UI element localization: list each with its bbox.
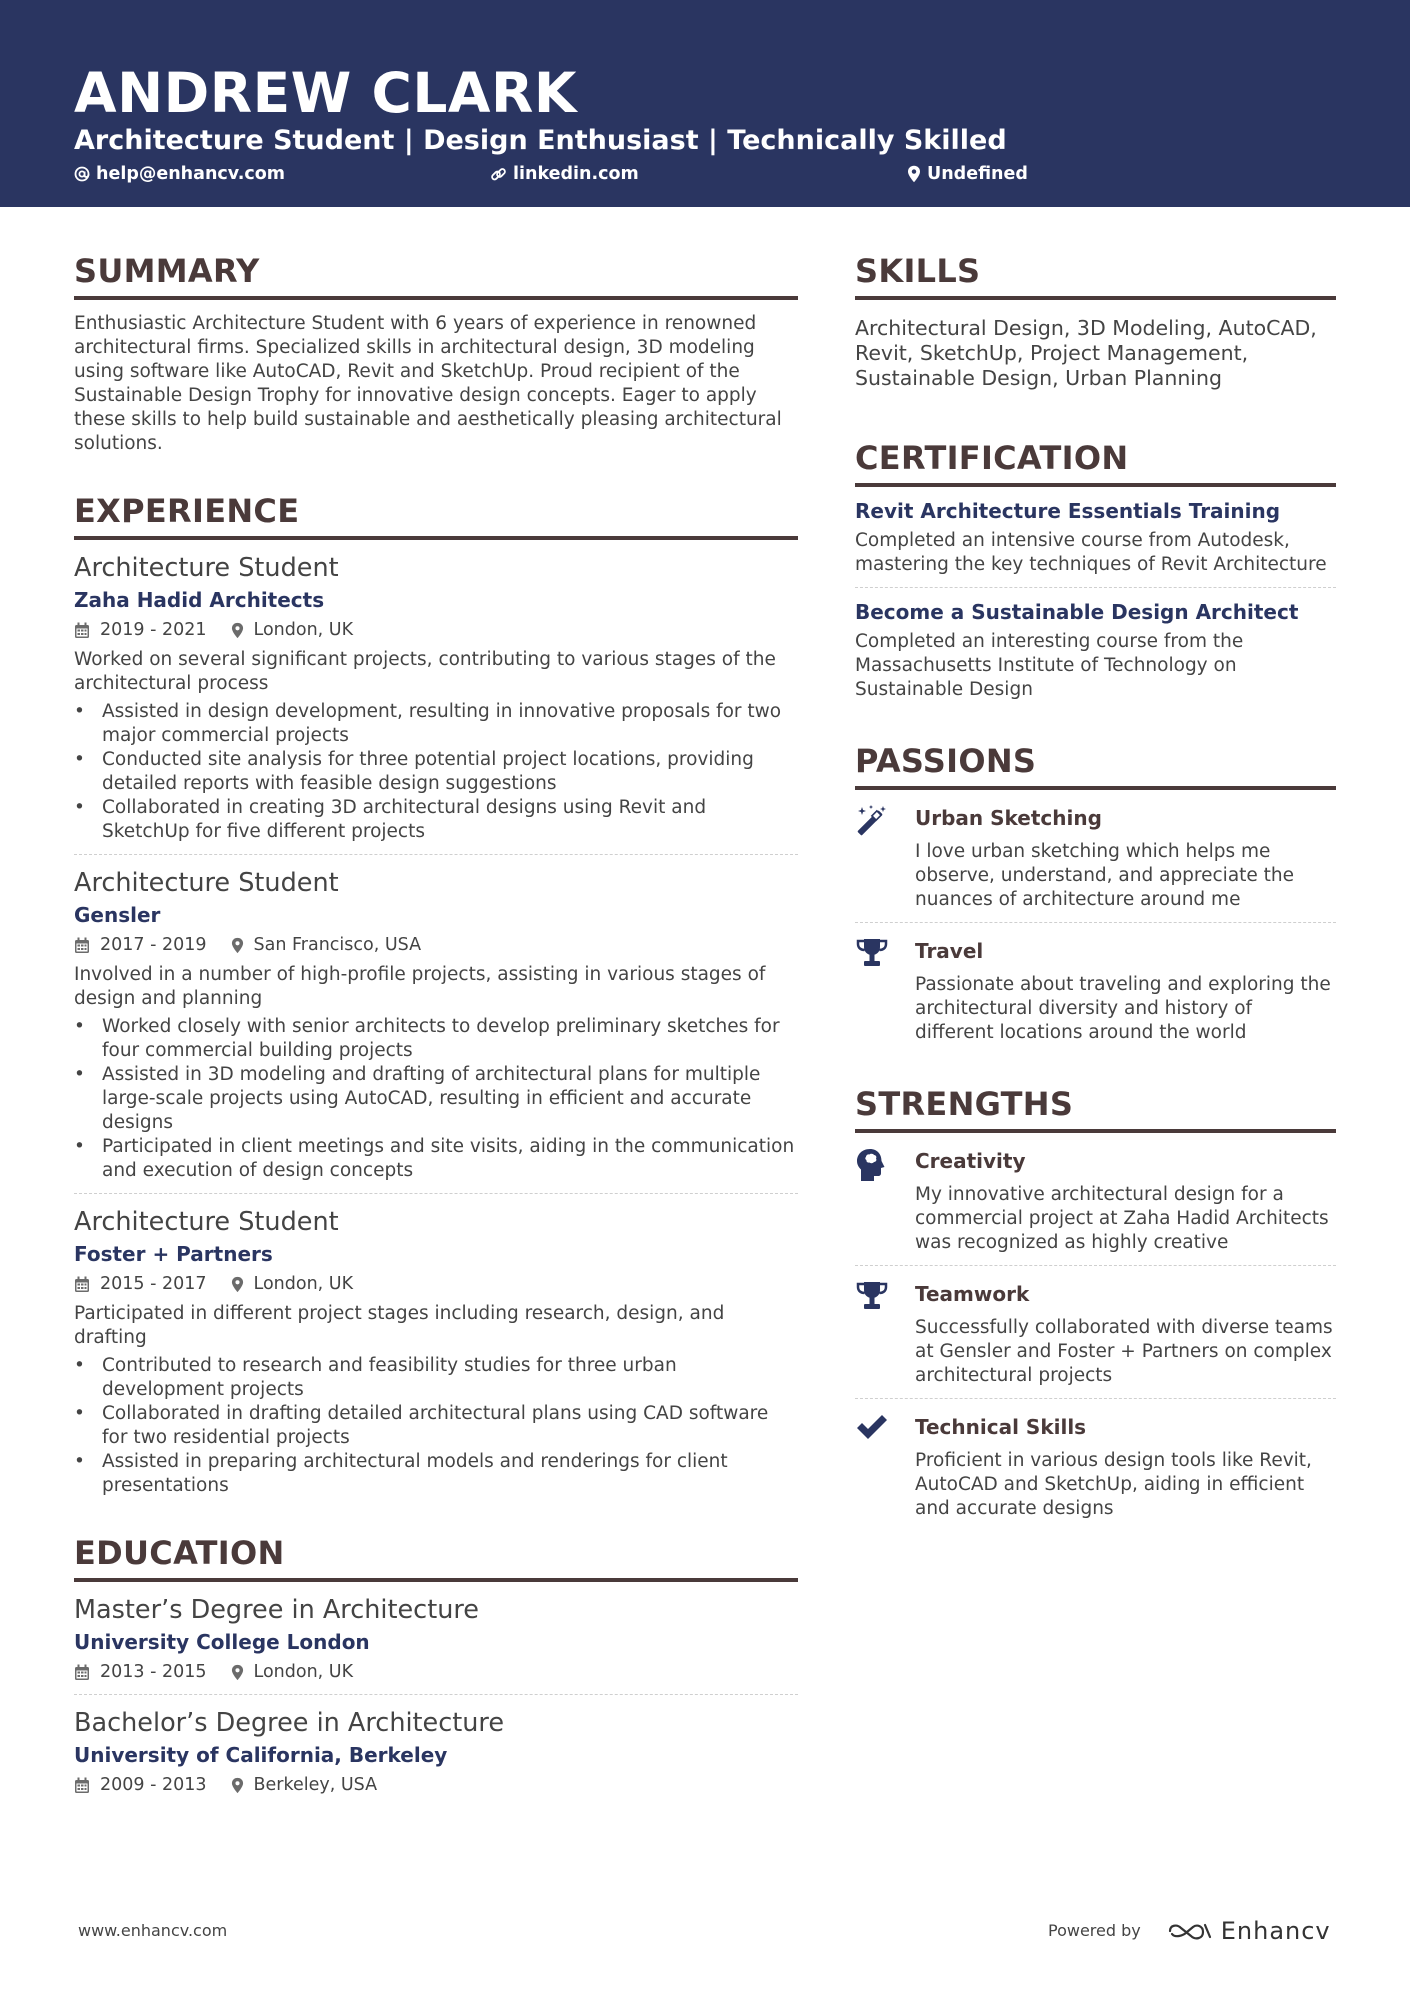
strengths-title: STRENGTHS	[855, 1083, 1336, 1133]
location-pin-icon	[231, 1777, 244, 1794]
job-bullet: • Assisted in preparing architectural models and renderings for client presentations	[74, 1450, 798, 1498]
certification-title: CERTIFICATION	[855, 437, 1336, 487]
education-meta	[74, 1773, 798, 1797]
job-description: Participated in different project stages including research, design, and drafting	[74, 1303, 725, 1348]
job-meta	[74, 1272, 798, 1296]
passion-description: I love urban sketching which helps me observe, understand, and appreciate the nuances of architecture around me	[915, 841, 1295, 910]
job-company: Gensler	[74, 903, 161, 927]
strength-item	[855, 1399, 1336, 1531]
job-bullet: • Worked closely with senior architects to develop preliminary sketches for four commercial building projects	[74, 1015, 798, 1063]
certification-name: Become a Sustainable Design Architect	[855, 600, 1299, 624]
magic-wand-icon	[855, 804, 889, 838]
education-location: London, UK	[253, 1662, 354, 1682]
resume-header	[0, 0, 1410, 207]
summary-section	[74, 250, 798, 456]
job-description: Worked on several significant projects, contributing to various stages of the architectural process	[74, 649, 776, 694]
strength-item	[855, 1266, 1336, 1399]
calendar-icon	[74, 937, 90, 954]
education-location: Berkeley, USA	[253, 1775, 378, 1795]
summary-text: Enthusiastic Architecture Student with 6 years of experience in renowned architectural firms. Specialized skills in architectural design, 3D modeling using software like AutoCAD, Revit and SketchUp. Proud recipient of the Sustainable Design Trophy for innovative design concepts. Eager to apply these skills to help build sustainable and aesthetically pleasing architectural solutions.	[74, 313, 782, 454]
left-column	[74, 250, 798, 1807]
job-location: San Francisco, USA	[253, 935, 422, 955]
certification-item	[855, 487, 1336, 588]
location-pin-icon	[231, 1664, 244, 1681]
job-bullet: • Collaborated in drafting detailed architectural plans using CAD software for two residential projects	[74, 1402, 798, 1450]
education-meta	[74, 1660, 798, 1684]
calendar-icon	[74, 622, 90, 639]
candidate-name: ANDREW CLARK	[74, 61, 577, 125]
trophy-icon	[855, 1280, 889, 1312]
passions-title: PASSIONS	[855, 740, 1336, 790]
degree-title: Master’s Degree in Architecture	[74, 1595, 479, 1625]
powered-by-label: Powered by	[1048, 1921, 1141, 1940]
job-bullet: • Assisted in 3D modeling and drafting of architectural plans for multiple large-scale projects using AutoCAD, resulting in efficient and accurate designs	[74, 1063, 798, 1135]
degree-title: Bachelor’s Degree in Architecture	[74, 1708, 505, 1738]
job-meta	[74, 933, 798, 957]
school-name: University College London	[74, 1630, 370, 1654]
job-dates: 2015 - 2017	[100, 1274, 207, 1294]
job-bullets	[74, 700, 798, 844]
education-section	[74, 1532, 798, 1807]
job-bullet: • Contributed to research and feasibility studies for three urban development projects	[74, 1354, 798, 1402]
strengths-section	[855, 1083, 1336, 1531]
checkmark-icon	[855, 1413, 889, 1441]
location-pin-icon	[231, 937, 244, 954]
school-name: University of California, Berkeley	[74, 1743, 448, 1767]
job-bullet: • Collaborated in creating 3D architectural designs using Revit and SketchUp for five different projects	[74, 796, 798, 844]
certification-section	[855, 437, 1336, 712]
contact-email-text: help@enhancv.com	[96, 164, 286, 184]
passion-title: Urban Sketching	[915, 806, 1102, 830]
strength-description: Proficient in various design tools like Revit, AutoCAD and SketchUp, aiding in efficient and accurate designs	[915, 1450, 1312, 1519]
experience-item	[74, 540, 798, 855]
passion-title: Travel	[915, 939, 984, 963]
right-column	[855, 250, 1336, 1531]
experience-item	[74, 855, 798, 1194]
experience-section	[74, 490, 798, 1508]
job-bullets	[74, 1015, 798, 1183]
summary-title: SUMMARY	[74, 250, 798, 300]
contact-linkedin-text: linkedin.com	[513, 164, 639, 184]
job-meta	[74, 618, 798, 642]
certification-name: Revit Architecture Essentials Training	[855, 499, 1281, 523]
at-icon	[74, 166, 90, 182]
job-role: Architecture Student	[74, 553, 339, 583]
education-item	[74, 1582, 798, 1695]
location-pin-icon	[231, 622, 244, 639]
job-dates: 2017 - 2019	[100, 935, 207, 955]
strength-description: My innovative architectural design for a commercial project at Zaha Hadid Architects was recognized as highly creative	[915, 1184, 1329, 1253]
job-company: Foster + Partners	[74, 1242, 273, 1266]
job-bullet: • Conducted site analysis for three potential project locations, providing detailed reports with feasible design suggestions	[74, 748, 798, 796]
enhancv-logo-icon	[1167, 1919, 1213, 1943]
contact-linkedin[interactable]	[490, 162, 639, 186]
education-dates: 2013 - 2015	[100, 1662, 207, 1682]
job-role: Architecture Student	[74, 1207, 339, 1237]
skills-section	[855, 250, 1336, 391]
passion-item	[855, 923, 1336, 1055]
certification-description: Completed an intensive course from Autodesk, mastering the key techniques of Revit Architecture	[855, 530, 1327, 575]
trophy-icon	[855, 937, 889, 969]
brand-name: Enhancv	[1220, 1917, 1331, 1945]
job-bullet: • Assisted in design development, resulting in innovative proposals for two major commercial projects	[74, 700, 798, 748]
location-pin-icon	[907, 165, 921, 183]
job-company: Zaha Hadid Architects	[74, 588, 325, 612]
certification-description: Completed an interesting course from the Massachusetts Institute of Technology on Sustainable Design	[855, 631, 1244, 700]
skills-title: SKILLS	[855, 250, 1336, 300]
location-pin-icon	[231, 1276, 244, 1293]
calendar-icon	[74, 1276, 90, 1293]
skills-list: Architectural Design, 3D Modeling, AutoCAD, Revit, SketchUp, Project Management, Sustainable Design, Urban Planning	[855, 316, 1317, 390]
strength-title: Technical Skills	[915, 1415, 1087, 1439]
strength-description: Successfully collaborated with diverse teams at Gensler and Foster + Partners on complex architectural projects	[915, 1317, 1333, 1386]
job-bullet: • Participated in client meetings and site visits, aiding in the communication and execution of design concepts	[74, 1135, 798, 1183]
experience-item	[74, 1194, 798, 1508]
link-icon	[490, 166, 507, 183]
candidate-tagline: Architecture Student | Design Enthusiast | Technically Skilled	[74, 125, 1007, 156]
education-title: EDUCATION	[74, 1532, 798, 1582]
passion-description: Passionate about traveling and exploring the architectural diversity and history of different locations around the world	[915, 974, 1331, 1043]
job-role: Architecture Student	[74, 868, 339, 898]
passions-section	[855, 740, 1336, 1055]
strength-title: Creativity	[915, 1149, 1026, 1173]
job-description: Involved in a number of high-profile projects, assisting in various stages of design and planning	[74, 964, 766, 1009]
strength-item	[855, 1133, 1336, 1266]
job-location: London, UK	[253, 1274, 354, 1294]
job-location: London, UK	[253, 620, 354, 640]
job-bullets	[74, 1354, 798, 1498]
contact-location	[907, 162, 1028, 186]
footer-branding	[1048, 1916, 1331, 1946]
contact-location-text: Undefined	[927, 164, 1028, 184]
education-dates: 2009 - 2013	[100, 1775, 207, 1795]
footer-website[interactable]: www.enhancv.com	[78, 1921, 228, 1940]
job-dates: 2019 - 2021	[100, 620, 207, 640]
passion-item	[855, 790, 1336, 923]
education-item	[74, 1695, 798, 1807]
calendar-icon	[74, 1777, 90, 1794]
contact-email[interactable]	[74, 162, 285, 186]
calendar-icon	[74, 1664, 90, 1681]
certification-item	[855, 588, 1336, 712]
strength-title: Teamwork	[915, 1282, 1030, 1306]
experience-title: EXPERIENCE	[74, 490, 798, 540]
head-brain-icon	[855, 1147, 887, 1183]
